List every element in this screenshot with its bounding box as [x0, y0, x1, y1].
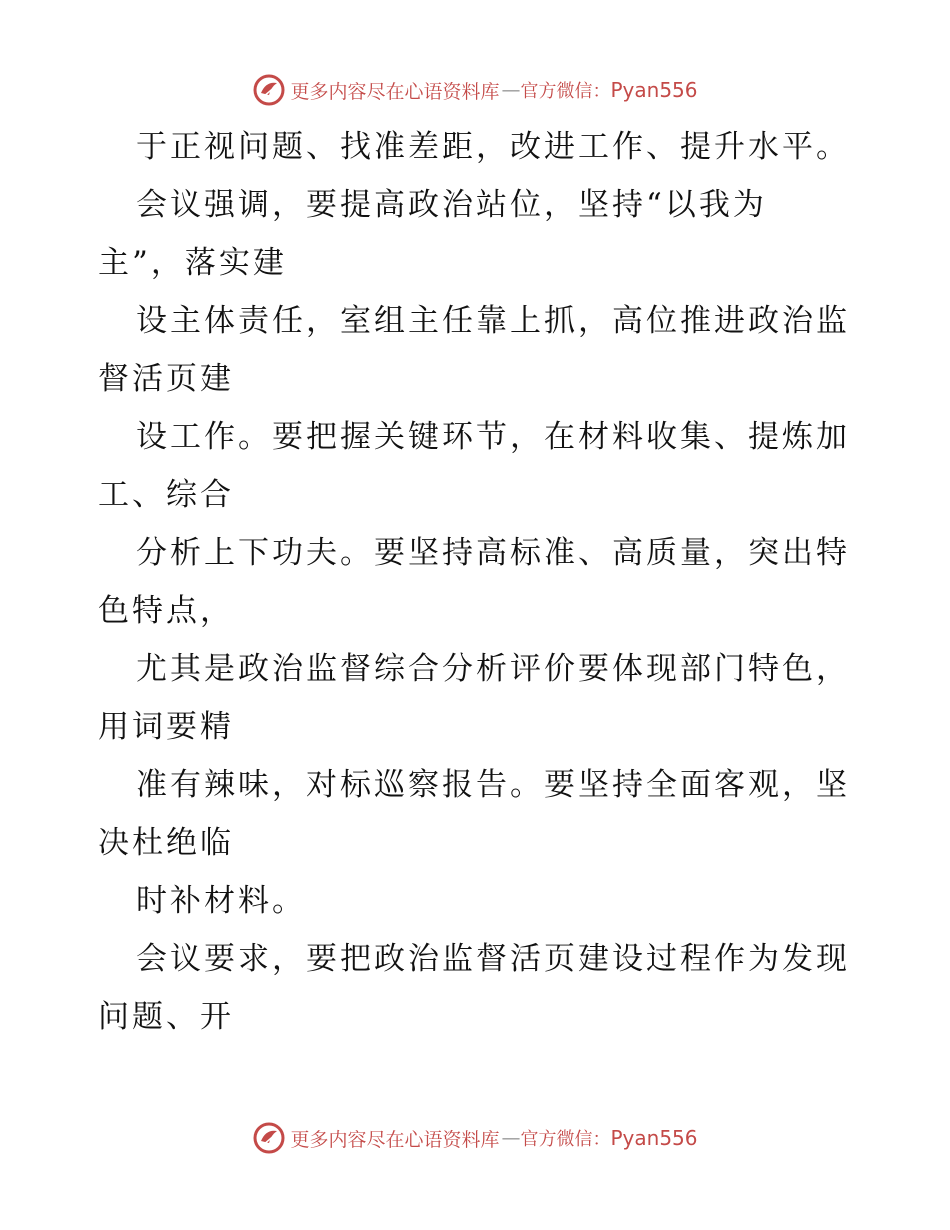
banner-separator: —: [501, 79, 519, 101]
text-line: 准有辣味，对标巡察报告。要坚持全面客观，坚: [136, 767, 850, 803]
footer-watermark-banner: [0, 1118, 950, 1158]
banner-text: 更多内容尽在心语资料库: [290, 80, 500, 103]
document-body: [98, 118, 858, 1046]
seal-logo-icon: [252, 73, 286, 107]
seal-logo-icon: [252, 1121, 286, 1155]
text-line: 尤其是政治监督综合分析评价要体现部门特色，: [136, 651, 850, 687]
text-line: 色特点，: [98, 593, 234, 629]
text-line: 会议强调，要提高政治站位，坚持“以我为: [136, 187, 767, 223]
text-line: 设工作。要把握关键环节，在材料收集、提炼加: [136, 419, 850, 455]
banner-wechat-label: 官方微信：: [520, 1129, 611, 1150]
text-line: 分析上下功夫。要坚持高标准、高质量，突出特: [136, 535, 850, 571]
banner-wechat-id: Pyan556: [610, 78, 698, 102]
banner-separator: —: [501, 1127, 519, 1149]
text-line: 于正视问题、找准差距，改进工作、提升水平。: [136, 129, 850, 165]
text-line: 会议要求，要把政治监督活页建设过程作为发现: [136, 941, 850, 977]
text-line: 工、综合: [98, 477, 234, 513]
text-line: 督活页建: [98, 361, 234, 397]
banner-text: 更多内容尽在心语资料库: [290, 1128, 500, 1151]
text-line: 用词要精: [98, 709, 234, 745]
text-line: 设主体责任，室组主任靠上抓，高位推进政治监: [136, 303, 850, 339]
text-line: 时补材料。: [136, 883, 306, 919]
text-line: 问题、开: [98, 999, 234, 1035]
header-watermark-banner: [0, 70, 950, 110]
text-line: 主”，落实建: [98, 245, 287, 281]
text-line: 决杜绝临: [98, 825, 234, 861]
banner-wechat-label: 官方微信：: [520, 81, 611, 102]
banner-wechat-id: Pyan556: [610, 1126, 698, 1150]
